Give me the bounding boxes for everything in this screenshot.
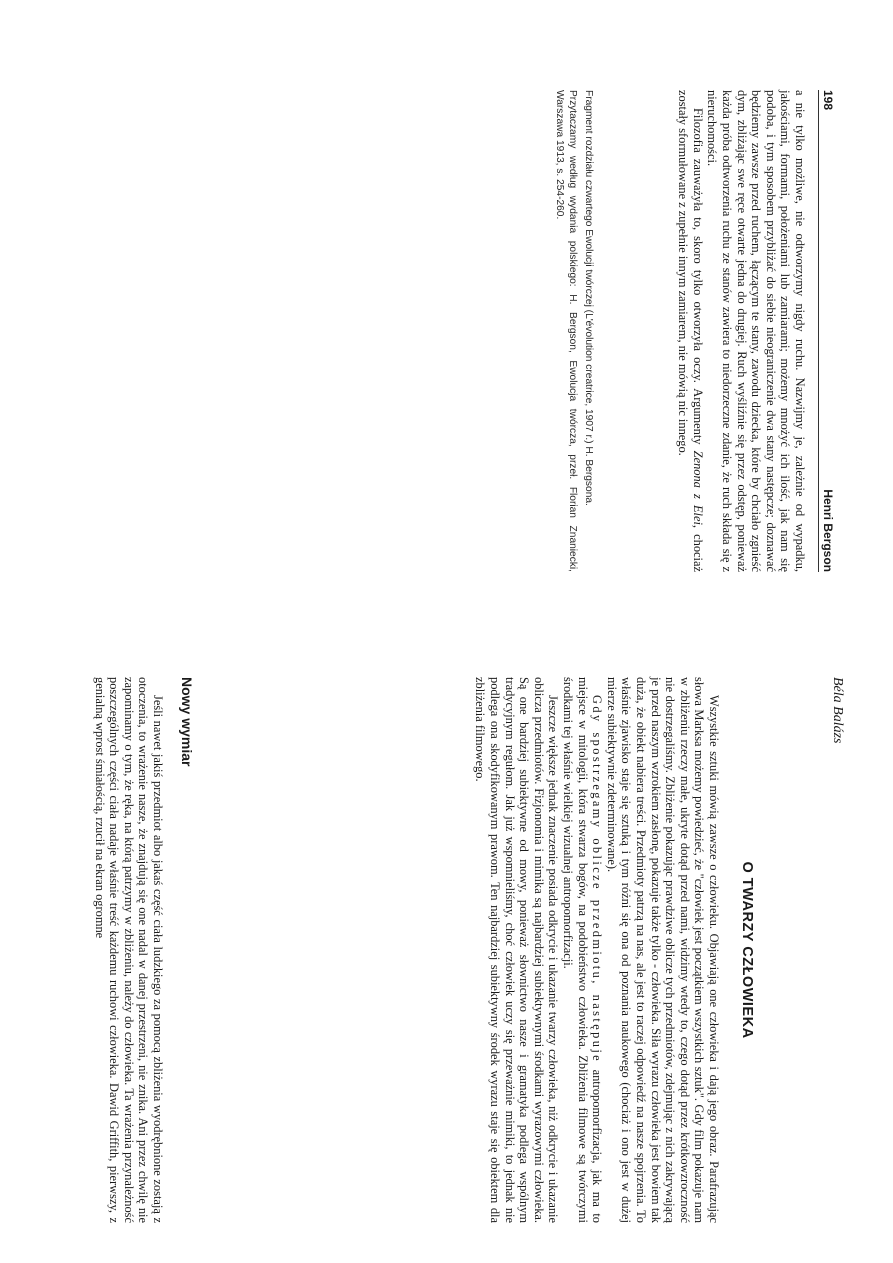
balazs-text (473, 677, 721, 1223)
source-note-1: Fragment rozdziału czwartego Ewolucji twórczej (L'évolution creatrice, 1907 r.) H. Bergsona. (583, 90, 594, 506)
running-author: Henri Bergson (821, 489, 835, 572)
bergson-paragraph-2: Filozofia zauważyła to, skoro tylko otworzyła oczy. Argumenty Zenona z Elei, chociaż zostały sformułowane z zupełnie innym zamiarem, nie mówią nic innego. (676, 90, 705, 572)
article-title: O TWARZY CZŁOWIEKA (739, 861, 755, 1039)
balazs-paragraph-3: Jeszcze większe jednak znaczenie posiada odkrycie i ukazanie twarzy człowieka, niż odkrycie i ukazanie oblicza przedmiotów. Fizjonomia i mimika są najbardziej subiektywnymi środkami wyrazowymi człowieka. Są one bardziej subiektywne od mowy, ponieważ słownictwo nasze i gramatyka podlega wspólnym tradycyjnym regułom. Jak już wspomnieliśmy, choć człowiek uczy się przeważnie mimiki, to jednak nie podlega ona skodyfikowanym prawom. Ten najbardziej subiektywny środek wyrazu staje się obiektem dla zbliżenia filmowego. (473, 677, 561, 1223)
page-number: 198 (821, 90, 835, 111)
source-notes (553, 90, 595, 572)
article-author: Béla Balázs (830, 677, 845, 744)
bergson-text (676, 90, 807, 572)
balazs-paragraph-2: Gdy spostrzegamy oblicze przedmiotu, następuje antropomorfizacja, jak ma to miejsce w mitologii, która stwarza bogów, na podobieństwo człowieka. Zbliżenia filmowe są twórczymi środkami tej właśnie wielkiej wizualnej antropomorfizacji. (561, 677, 605, 1223)
source-note-2: Przytaczamy według wydania polskiego: H. Bergson, Ewolucja twórcza, przeł. Florian Znaniecki, Warszawa 1913, s. 254-260. (554, 90, 578, 572)
bergson-paragraph-1: a nie tylko możliwe, nie odtworzymy nigdy ruchu. Nazwijmy je, zależnie od wypadku, jakościami, formami, położeniami lub zamiarami; możemy mnożyć ich ilość, jak nam się podoba, i tym sposobem przybliżać do siebie nieograniczenie dwa stany następcze; doznawać będziemy zawsze przed ruchem, łączącym te stany, zawodu dziecka, które by chciało zgnieść dym, zbliżając swe ręce otwarte jedna do drugiej. Ruch wyśliźnie się przez odstęp, ponieważ każda próba odtworzenia ruchu ze stanów zawiera to niedorzeczne zdanie, że ruch składa się z nieruchomości. (705, 90, 807, 572)
right-page (0, 632, 893, 1263)
zenon-name: Zenona z Elei (690, 450, 705, 525)
section-heading: Nowy wymiar (179, 677, 195, 767)
balazs-section-text (92, 677, 165, 1223)
balazs-paragraph-1: Wszystkie sztuki mówią zawsze o człowieku. Objawiają one człowieka i dają jego obraz. Parafrazując słowa Marksa możemy powiedzieć, że "człowiek jest początkiem wszystkich sztuk". Gdy film pokazuje nam w zbliżeniu rzeczy małe, ukryte dotąd przed nami, widzimy wtedy to, czego dotąd przez krótkowzroczność nie dostrzegaliśmy. Zbliżenie pokazując prawdziwe oblicze tych przedmiotów, zdejmując z nich zakrywającą je przed naszym wzrokiem zasłonę, pokazuje także tylko - człowieka. Siła wyrazu człowieka jest bowiem tak duża, że obiekt nabiera treści. Przedmioty patrzą na nas, ale jest to raczej odpowiedź na nasze spojrzenia. To właśnie zjawisko staje się sztuką i tym różni się ona od poznania naukowego (chociaż i ono jest w dużej mierze subiektywnie zdeterminowane). (604, 677, 721, 1223)
balazs-paragraph-4: Jeśli nawet jakiś przedmiot albo jakaś część ciała ludzkiego za pomocą zbliżenia wyodrębnione zostają z otoczenia, to wrażenie nasze, że znajdują się one nadal w danej przestrzeni, nie znika. Ani przez chwilę nie zapominamy o tym, że ręka, na którą patrzymy w zbliżeniu, należy do człowieka. Ta wrażenia przynależność poszczególnych części ciała nadaje właśnie treść każdemu ruchowi człowieka. Dawid Griffith, pierwszy, z genialną wprost śmiałością, rzucił na ekran ogromne (92, 677, 165, 1223)
running-header (818, 90, 835, 572)
